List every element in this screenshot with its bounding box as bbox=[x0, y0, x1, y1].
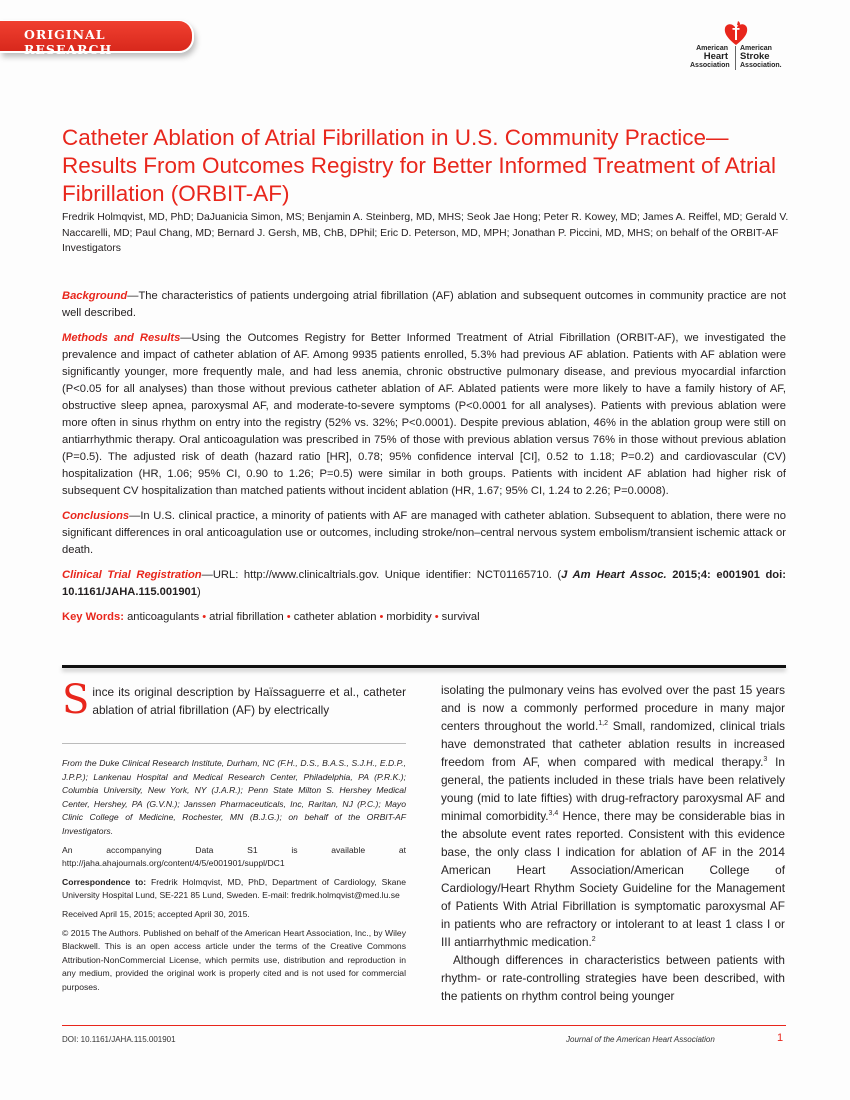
body-paragraph: Although differences in characteristics between patients with rhythm- or rate-controlling strategies have been described, with the patients on rhythm control being younger bbox=[441, 953, 785, 1003]
keywords-label: Key Words: bbox=[62, 611, 124, 623]
keyword: catheter ablation bbox=[293, 611, 377, 623]
logo-text: Association bbox=[690, 62, 730, 69]
body-text: isolating the pulmonary veins has evolved over the past 15 years and is now a commonly performed procedure in many major centers throughout the world. bbox=[441, 683, 785, 733]
section-divider bbox=[62, 665, 786, 668]
citation-journal: J Am Heart Assoc. bbox=[561, 569, 667, 581]
bullet-icon: • bbox=[434, 611, 439, 623]
citation-ref[interactable]: 2 bbox=[591, 936, 596, 944]
abstract-background bbox=[62, 288, 786, 322]
license-text: © 2015 The Authors. Published on behalf of the American Heart Association, Inc., by Wiley Blackwell. This is an open access article under the terms of the Creative Commons Attribution-NonCommercial License, which permits use, distribution and reproduction in any medium, provided the original work is properly cited and is not used for commercial purposes. bbox=[62, 927, 406, 992]
logo-text: American bbox=[740, 45, 772, 52]
affiliations: From the Duke Clinical Research Institute, Durham, NC (F.H., D.S., B.A.S., S.J.H., E.D.P., J.P.P.); Lankenau Hospital and Medical Research Center, Philadelphia, PA (P.R.K.); Columbia University, New York, NY (J.A.R.); Penn State Milton S. Hershey Medical Center, Hershey, PA (G.V.N.); Janssen Pharmaceuticals, Inc, Raritan, NJ (P.C.); Mayo Clinic College of Medicine, Rochester, MN (B.J.G.); on behalf of the ORBIT-AF Investigators. bbox=[62, 758, 406, 836]
citation-ref[interactable]: 1,2 bbox=[598, 720, 608, 728]
keywords bbox=[62, 609, 786, 626]
methods-text: —Using the Outcomes Registry for Better Informed Treatment of Atrial Fibrillation (ORBIT-AF), we investigated the prevalence and impact of catheter ablation of AF. Among 9935 patients enrolled, 5.3% had previous AF ablation. Patients with AF ablation were significantly younger, more frequently male, and had less anemia, chronic obstructive pulmonary disease, and previous myocardial infarction (P<0.05 for all analyses) than those without previous catheter ablation of AF. Ablated patients were more likely to have a family history of AF, obstructive sleep apnea, paroxysmal AF, and moderate-to-severe symptoms (P<0.0001 for all analyses). Patients with previous ablation were more often in sinus rhythm on entry into the registry (52% vs. 32%; P<0.0001). Despite previous ablation, 46% in the ablation group were still on antiarrhythmic therapy. Oral anticoagulation was prescribed in 75% of those with previous ablation versus 76% in those without previous ablation (P=0.5). The adjusted risk of death (hazard ratio [HR], 0.78; 95% confidence interval [CI], 0.52 to 1.18; P=0.2) and cardiovascular (CV) hospitalization (HR, 1.06; 95% CI, 0.90 to 1.26; P=0.5) were similar in both groups. Patients with incident AF ablation had higher risk of subsequent CV hospitalization than matched patients without incident ablation (HR, 1.67; 95% CI, 1.24 to 2.26; P=0.0008). bbox=[62, 332, 786, 497]
section-banner bbox=[0, 20, 194, 57]
keyword: morbidity bbox=[386, 611, 432, 623]
footer-doi: DOI: 10.1161/JAHA.115.001901 bbox=[62, 1035, 176, 1044]
conclusions-text: —In U.S. clinical practice, a minority of patients with AF are managed with catheter ablation. Subsequent to ablation, there were no significant differences in oral anticoagulation use or outcomes, including stroke/non–central nervous system embolism/transient ischemic attack or death. bbox=[62, 510, 786, 556]
logo-text: Heart bbox=[703, 51, 728, 62]
correspondence-text: Fredrik Holmqvist, MD, PhD, Department of Cardiology, Skane University Hospital Lund, SE-221 85 Lund, Sweden. E-mail: fredrik.holmqvist@med.lu.se bbox=[62, 876, 406, 901]
body-text: Small, randomized, clinical trials have demonstrated that catheter ablation results in increased freedom from AF, when compared with medical therapy. bbox=[441, 719, 785, 769]
methods-label: Methods and Results bbox=[62, 332, 181, 344]
footer-journal: Journal of the American Heart Association bbox=[566, 1035, 715, 1044]
article-title: Catheter Ablation of Atrial Fibrillation in U.S. Community Practice—Results From Outcomes Registry for Better Informed Treatment of Atrial Fibrillation (ORBIT-AF) bbox=[62, 125, 776, 206]
abstract-registration bbox=[62, 567, 786, 601]
citation-text: 2015;4: e001901 doi: 10.1161/JAHA.115.001901 bbox=[62, 569, 786, 598]
correspondence-label: Correspondence to: bbox=[62, 876, 147, 887]
keyword: anticoagulants bbox=[127, 611, 200, 623]
aha-wordmark bbox=[690, 45, 728, 70]
body-paragraph bbox=[441, 681, 785, 951]
body-text: Hence, there may be considerable bias in the absolute event rates reported. Consistent with this evidence base, the only class I indication for ablation of AF in the 2014 American Heart Association/American College of Cardiology/Heart Rhythm Society Guideline for the Management of Patients With Atrial Fibrillation is symptomatic paroxysmal AF in patients who are refractory or intolerant to at least 1 class I or III antiarrhythmic medication. bbox=[441, 809, 785, 949]
conclusions-label: Conclusions bbox=[62, 510, 130, 522]
logo-divider bbox=[735, 46, 736, 70]
citation-ref[interactable]: 3 bbox=[763, 756, 768, 764]
author-list: Fredrik Holmqvist, MD, PhD; DaJuanicia Simon, MS; Benjamin A. Steinberg, MD, MHS; Seok Jae Hong; Peter R. Kowey, MD; James A. Reiffel, MD; Gerald V. Naccarelli, MD; Paul Chang, MD; Bernard J. Gersh, MB, ChB, DPhil; Eric D. Peterson, MD, MPH; Jonathan P. Piccini, MD, MHS; on behalf of the ORBIT-AF Investigators bbox=[62, 212, 789, 254]
footer-divider bbox=[62, 1025, 786, 1026]
body-left-column bbox=[62, 677, 406, 723]
registration-text: —URL: http://www.clinicaltrials.gov. Unique identifier: NCT01165710. ( bbox=[201, 569, 562, 581]
footnote-divider bbox=[62, 743, 406, 744]
page-number: 1 bbox=[777, 1032, 784, 1044]
background-label: Background bbox=[62, 290, 128, 302]
citation-close: ) bbox=[197, 586, 201, 598]
section-label: ORIGINAL RESEARCH bbox=[24, 27, 113, 57]
keyword: atrial fibrillation bbox=[209, 611, 284, 623]
registration-label: Clinical Trial Registration bbox=[62, 569, 202, 581]
drop-cap: S bbox=[62, 677, 90, 723]
bullet-icon: • bbox=[286, 611, 291, 623]
keyword: survival bbox=[441, 611, 480, 623]
front-matter bbox=[62, 757, 406, 1000]
body-text: In general, the patients included in these trials have been relatively young (mid to late fifties) with drug-refractory paroxysmal AF and minimal comorbidity. bbox=[441, 755, 785, 823]
correspondence bbox=[62, 876, 406, 903]
bullet-icon: • bbox=[379, 611, 384, 623]
logo-text: Stroke bbox=[740, 51, 770, 62]
citation-ref[interactable]: 3,4 bbox=[548, 810, 559, 818]
logo-text: Association. bbox=[740, 62, 782, 69]
bullet-icon: • bbox=[202, 611, 207, 623]
aha-asa-logo bbox=[690, 14, 800, 74]
asa-wordmark bbox=[740, 45, 782, 70]
received-dates: Received April 15, 2015; accepted April 30, 2015. bbox=[62, 908, 250, 919]
data-supplement-note: An accompanying Data S1 is available at http://jaha.ahajournals.org/content/4/5/e001901/suppl/DC1 bbox=[62, 844, 406, 869]
logo-text: American bbox=[696, 45, 728, 52]
abstract bbox=[62, 288, 786, 634]
background-text: —The characteristics of patients undergoing atrial fibrillation (AF) ablation and subsequent outcomes in community practice are not well described. bbox=[62, 290, 786, 319]
body-right-column bbox=[441, 681, 785, 1005]
heart-torch-icon bbox=[723, 20, 749, 46]
body-intro-text: ince its original description by Haïssaguerre et al., catheter ablation of atrial fibrillation (AF) by electrically bbox=[92, 685, 406, 717]
abstract-methods bbox=[62, 330, 786, 500]
abstract-conclusions bbox=[62, 508, 786, 559]
